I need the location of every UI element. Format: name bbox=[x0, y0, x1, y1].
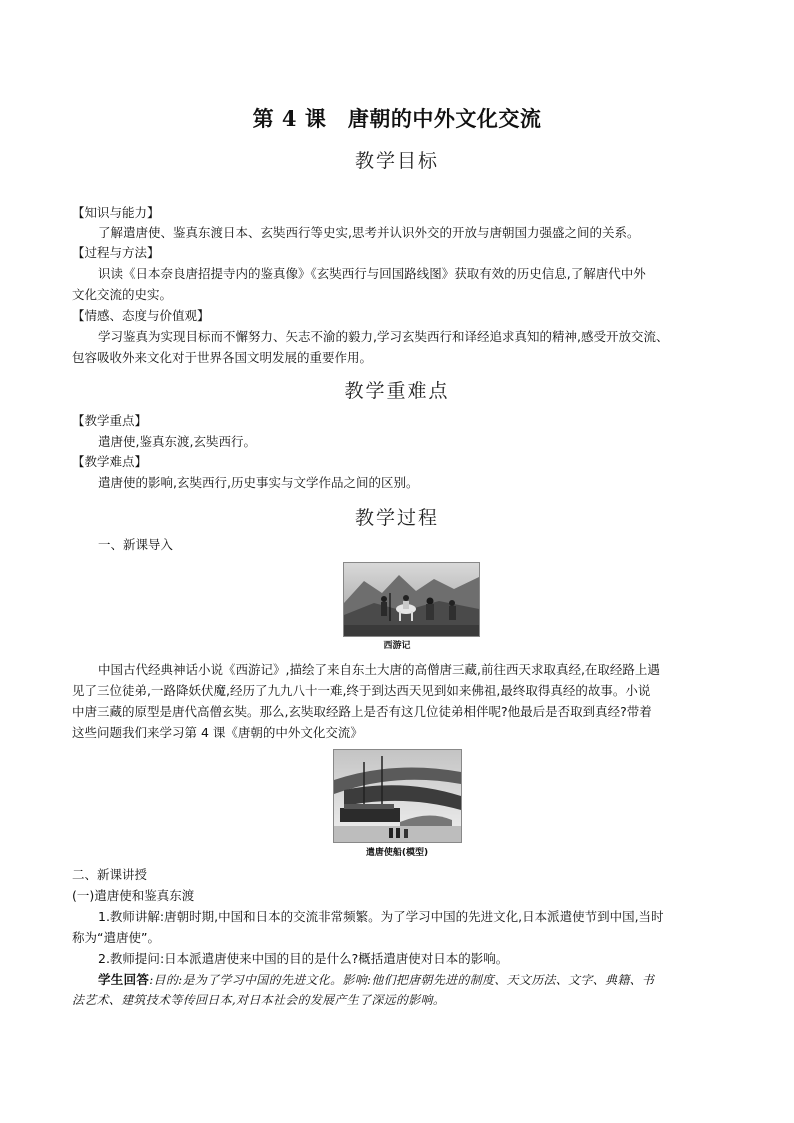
keypoint-text-difficulty: 遣唐使的影响,玄奘西行,历史事实与文学作品之间的区别。 bbox=[98, 475, 419, 490]
goal-heading-attitude: 【情感、态度与价值观】 bbox=[72, 308, 210, 323]
student-answer-text: :目的:是为了学习中国的先进文化。影响:他们把唐朝先进的制度、天文历法、文字、典籍、书 bbox=[149, 973, 655, 987]
intro-text-2: 见了三位徒弟,一路降妖伏魔,经历了九九八十一难,终于到达西天见到如来佛祖,最终取得真经的故事。小说 bbox=[72, 683, 651, 698]
keypoint-heading-difficulty: 【教学难点】 bbox=[72, 454, 148, 469]
envoy-ship-caption: 遣唐使船(模型) bbox=[365, 848, 429, 858]
goal-text-attitude-2: 包容吸收外来文化对于世界各国文明发展的重要作用。 bbox=[72, 350, 373, 365]
lesson-title: 第 4 课 唐朝的中外文化交流 bbox=[252, 106, 542, 131]
student-answer-2: 法艺术、建筑技术等传回日本,对日本社会的发展产生了深远的影响。 bbox=[72, 993, 446, 1007]
teacher-explain-2: 称为“遣唐使”。 bbox=[72, 930, 160, 945]
goal-text-method-2: 文化交流的史实。 bbox=[72, 287, 173, 302]
process-step-2: 二、新课讲授 bbox=[72, 867, 148, 882]
keypoint-heading-focus: 【教学重点】 bbox=[72, 413, 148, 428]
student-answer-label: 学生回答 bbox=[98, 972, 150, 987]
subsection-envoys: (一)遣唐使和鉴真东渡 bbox=[72, 888, 195, 903]
keypoint-text-focus: 遣唐使,鉴真东渡,玄奘西行。 bbox=[98, 434, 256, 449]
goal-text-method-1: 识读《日本奈良唐招提寺内的鉴真像》《玄奘西行与回国路线图》获取有效的历史信息,了解唐代中外 bbox=[98, 266, 646, 281]
goal-heading-method: 【过程与方法】 bbox=[72, 245, 160, 260]
envoy-ship-image bbox=[333, 749, 462, 843]
teacher-question-text: :日本派遣唐使来中国的目的是什么?概括遣唐使对日本的影响。 bbox=[159, 951, 509, 966]
intro-text-4: 这些问题我们来学习第 4 课《唐朝的中外文化交流》 bbox=[72, 725, 363, 740]
goal-heading-knowledge: 【知识与能力】 bbox=[72, 205, 160, 220]
section-heading-process: 教学过程 bbox=[354, 507, 439, 529]
intro-text-3: 中唐三藏的原型是唐代高僧玄奘。那么,玄奘取经路上是否有这几位徒弟相伴呢?他最后是否取到真经?带着 bbox=[72, 704, 652, 719]
intro-text-1: 中国古代经典神话小说《西游记》,描绘了来自东土大唐的高僧唐三藏,前往西天求取真经,在取经路上遇 bbox=[98, 662, 660, 677]
teacher-question bbox=[98, 948, 732, 969]
process-step-1: 一、新课导入 bbox=[98, 537, 174, 552]
goal-text-attitude-1: 学习鉴真为实现目标而不懈努力、矢志不渝的毅力,学习玄奘西行和译经追求真知的精神,感受开放交流、 bbox=[98, 329, 669, 344]
journey-west-image bbox=[343, 562, 480, 637]
section-heading-keypoints: 教学重难点 bbox=[344, 380, 450, 402]
teacher-question-label: 2.教师提问 bbox=[98, 951, 160, 966]
section-heading-goals: 教学目标 bbox=[354, 150, 439, 172]
goal-text-knowledge: 了解遣唐使、鉴真东渡日本、玄奘西行等史实,思考并认识外交的开放与唐朝国力强盛之间的关系。 bbox=[98, 225, 640, 240]
teacher-explain-1: 1.教师讲解:唐朝时期,中国和日本的交流非常频繁。为了学习中国的先进文化,日本派遣使节到中国,当时 bbox=[98, 909, 664, 924]
student-answer-1 bbox=[98, 969, 732, 991]
journey-west-caption: 西游记 bbox=[383, 641, 411, 651]
